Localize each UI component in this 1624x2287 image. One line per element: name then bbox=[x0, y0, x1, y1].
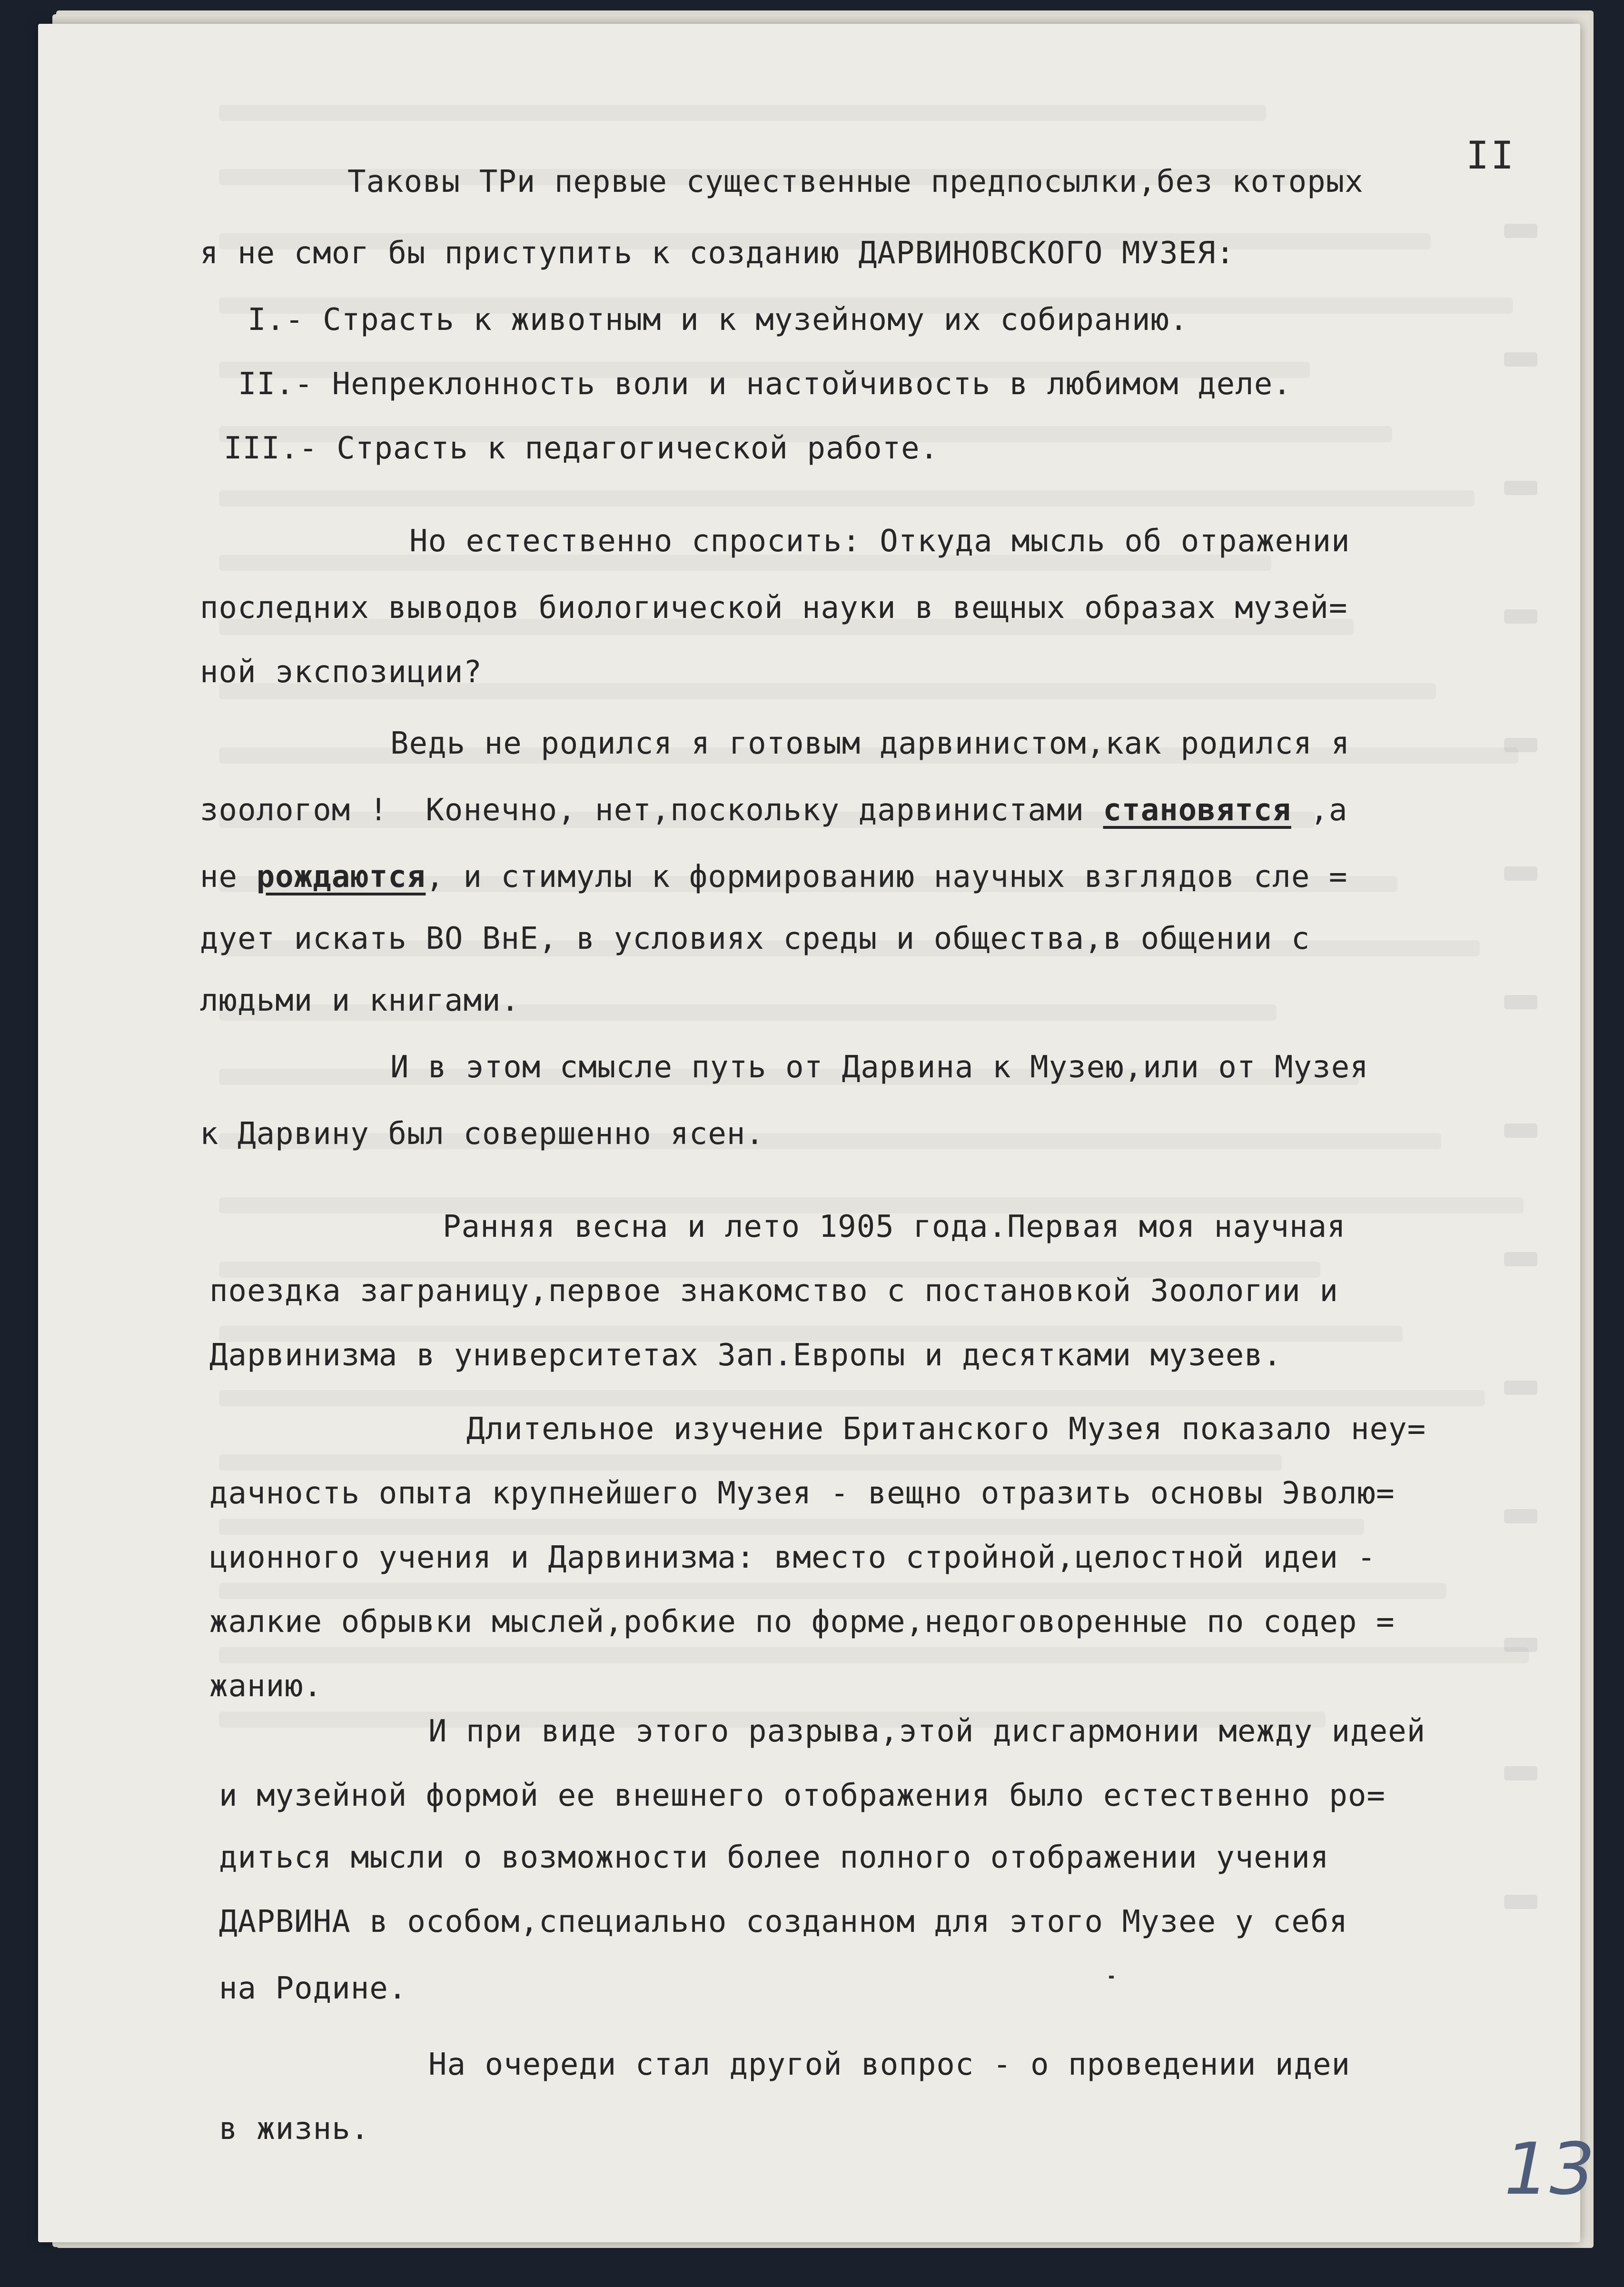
text-line bbox=[209, 1604, 1395, 1640]
page-number: II bbox=[1466, 133, 1516, 178]
text-line bbox=[238, 367, 1292, 402]
text-line bbox=[200, 1116, 764, 1152]
typewritten-page bbox=[38, 24, 1595, 2242]
text-segment: дует искать ВО ВнЕ, в условиях среды и общества,в общении с bbox=[200, 921, 1310, 956]
text-segment: ной экспозиции? bbox=[200, 655, 482, 690]
text-segment: На очереди стал другой вопрос - о проведении идеи bbox=[428, 2047, 1351, 2082]
typewritten-text bbox=[38, 24, 1580, 2242]
text-line bbox=[347, 164, 1364, 199]
text-segment: Ведь не родился я готовым дарвинистом,как родился я bbox=[390, 726, 1350, 761]
text-line bbox=[219, 1842, 1329, 1873]
text-segment: диться мысли о возможности более полного отображении учения bbox=[219, 1840, 1329, 1875]
text-line bbox=[200, 793, 1348, 828]
handwritten-folio-number: 13 bbox=[1504, 2128, 1595, 2211]
text-segment: I.- Страсть к животным и к музейному их собиранию. bbox=[248, 302, 1188, 338]
text-segment: на Родине. bbox=[219, 1971, 407, 2006]
text-segment: И при виде этого разрыва,этой дисгармонии между идеей bbox=[428, 1714, 1426, 1749]
text-line bbox=[219, 1904, 1348, 1939]
text-segment: жалкие обрывки мыслей,робкие по форме,недоговоренные по содер = bbox=[209, 1604, 1395, 1640]
text-line bbox=[466, 1412, 1426, 1447]
text-segment: людьми и книгами. bbox=[200, 983, 520, 1018]
text-line bbox=[209, 1542, 1376, 1573]
underlined-word: рождаются bbox=[256, 859, 426, 895]
text-line bbox=[200, 655, 482, 690]
text-line bbox=[200, 590, 1348, 626]
ink-mark bbox=[1109, 1976, 1114, 1979]
text-segment: III.- Страсть к педагогической работе. bbox=[224, 431, 939, 466]
text-line bbox=[209, 1669, 323, 1704]
text-segment: , и стимулы к формированию научных взглядов сле = bbox=[426, 859, 1348, 895]
text-segment: я не смог бы приступить к созданию ДАРВИНОВСКОГО МУЗЕЯ: bbox=[200, 236, 1235, 271]
text-segment: Но естественно спросить: Откуда мысль об отражении bbox=[409, 524, 1350, 559]
text-line bbox=[209, 1273, 1338, 1309]
text-segment: Длительное изучение Британского Музея показало неу= bbox=[466, 1412, 1426, 1447]
text-line bbox=[209, 1478, 1395, 1509]
text-segment: и музейной формой ее внешнего отображения было естественно ро= bbox=[219, 1778, 1386, 1813]
text-line bbox=[200, 236, 1235, 271]
text-line bbox=[409, 526, 1350, 557]
text-segment: ционного учения и Дарвинизма: вместо стройной,целостной идеи - bbox=[209, 1540, 1376, 1575]
text-segment: последних выводов биологической науки в вещных образах музей= bbox=[200, 590, 1348, 626]
text-line bbox=[390, 728, 1350, 759]
text-segment: ДАРВИНА в особом,специально созданном для этого Музее у себя bbox=[219, 1904, 1348, 1939]
underlined-word: становятся bbox=[1103, 793, 1291, 828]
text-segment: в жизнь. bbox=[219, 2111, 370, 2147]
text-line bbox=[428, 1716, 1426, 1747]
text-segment: Ранняя весна и лето 1905 года.Первая моя научная bbox=[443, 1209, 1346, 1244]
text-line bbox=[200, 921, 1310, 956]
text-segment: дачность опыта крупнейшего Музея - вещно отразить основы Эволю= bbox=[209, 1476, 1395, 1511]
text-segment: зоологом ! Конечно, нет,поскольку дарвинистами bbox=[200, 793, 1103, 828]
text-segment: поездка заграницу,первое знакомство с постановкой Зоологии и bbox=[209, 1273, 1338, 1309]
text-segment: жанию. bbox=[209, 1669, 323, 1704]
text-line bbox=[428, 2049, 1350, 2080]
text-segment: ,а bbox=[1291, 793, 1348, 828]
text-segment: не bbox=[200, 859, 257, 895]
text-segment: Дарвинизма в университетах Зап.Европы и десятками музеев. bbox=[209, 1338, 1282, 1373]
text-line bbox=[209, 1340, 1282, 1371]
text-line bbox=[390, 1052, 1369, 1083]
text-segment: Таковы ТРи первые существенные предпосылки,без которых bbox=[347, 164, 1364, 199]
text-segment: к Дарвину был совершенно ясен. bbox=[200, 1116, 764, 1152]
text-line bbox=[219, 1780, 1386, 1811]
text-line bbox=[219, 2111, 370, 2147]
text-line bbox=[248, 302, 1188, 338]
text-segment: II.- Непреклонность воли и настойчивость в любимом деле. bbox=[238, 367, 1292, 402]
text-line bbox=[224, 433, 939, 464]
text-line bbox=[219, 1973, 407, 2004]
text-line bbox=[200, 859, 1348, 895]
text-line bbox=[443, 1209, 1346, 1244]
text-segment: И в этом смысле путь от Дарвина к Музею,или от Музея bbox=[390, 1050, 1369, 1085]
text-line bbox=[200, 985, 520, 1016]
